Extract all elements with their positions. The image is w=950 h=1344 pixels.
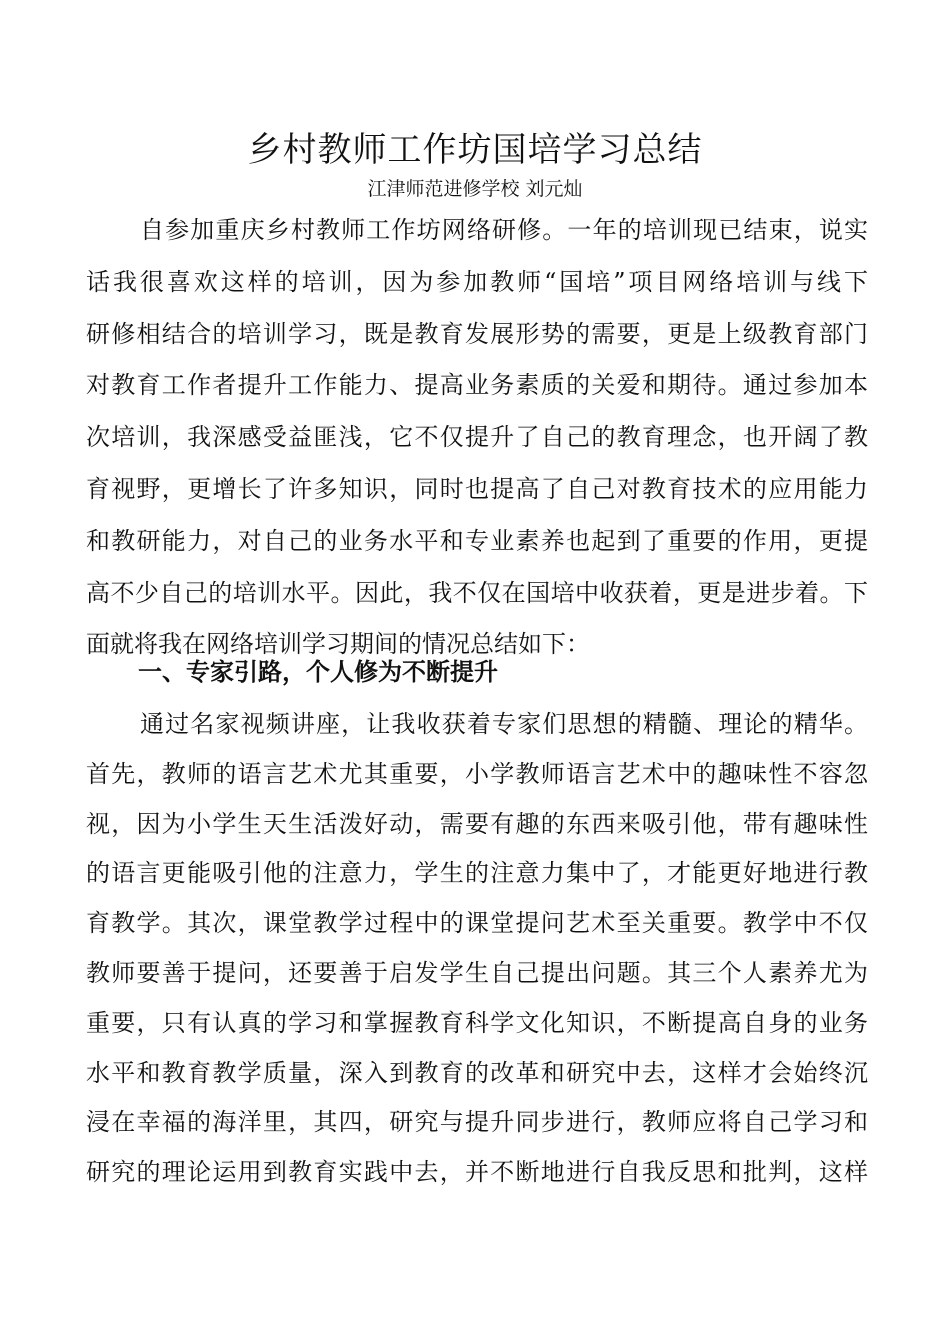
paragraph-line: 对教育工作者提升工作能力、提高业务素质的关爱和期待。通过参加本 xyxy=(86,371,868,400)
paragraph-line: 高不少自己的培训水平。因此，我不仅在国培中收获着，更是进步着。下 xyxy=(86,578,868,607)
paragraph-line: 话我很喜欢这样的培训，因为参加教师“国培”项目网络培训与线下 xyxy=(86,267,868,296)
section-paragraph xyxy=(86,700,868,1198)
paragraph-line: 次培训，我深感受益匪浅，它不仅提升了自己的教育理念，也开阔了教 xyxy=(86,423,868,452)
section-heading: 一、专家引路，个人修为不断提升 xyxy=(138,658,498,686)
paragraph-line: 面就将我在网络培训学习期间的情况总结如下： xyxy=(86,630,590,659)
paragraph-line: 重要，只有认真的学习和掌握教育科学文化知识，不断提高自身的业务 xyxy=(86,1008,868,1037)
paragraph-line: 教师要善于提问，还要善于启发学生自己提出问题。其三个人素养尤为 xyxy=(86,958,868,987)
paragraph-line: 自参加重庆乡村教师工作坊网络研修。一年的培训现已结束，说实 xyxy=(140,216,868,244)
paragraph-line: 首先，教师的语言艺术尤其重要，小学教师语言艺术中的趣味性不容忽 xyxy=(86,759,868,788)
paragraph-line: 研修相结合的培训学习，既是教育发展形势的需要，更是上级教育部门 xyxy=(86,319,868,348)
paragraph-line: 和教研能力，对自己的业务水平和专业素养也起到了重要的作用，更提 xyxy=(86,526,868,555)
author-line: 江津师范进修学校 刘元灿 xyxy=(367,178,583,200)
paragraph-line: 研究的理论运用到教育实践中去，并不断地进行自我反思和批判，这样 xyxy=(86,1158,868,1187)
paragraph-line: 视，因为小学生天生活泼好动，需要有趣的东西来吸引他，带有趣味性 xyxy=(86,809,868,838)
paragraph-line: 水平和教育教学质量，深入到教育的改革和研究中去，这样才会始终沉 xyxy=(86,1058,868,1087)
intro-paragraph xyxy=(86,205,868,671)
paragraph-line: 通过名家视频讲座，让我收获着专家们思想的精髓、理论的精华。 xyxy=(140,710,868,738)
paragraph-line: 育教学。其次，课堂教学过程中的课堂提问艺术至关重要。教学中不仅 xyxy=(86,909,868,938)
paragraph-line: 浸在幸福的海洋里，其四，研究与提升同步进行，教师应将自己学习和 xyxy=(86,1108,868,1137)
paragraph-line: 的语言更能吸引他的注意力，学生的注意力集中了，才能更好地进行教 xyxy=(86,859,868,888)
paragraph-line: 育视野，更增长了许多知识，同时也提高了自己对教育技术的应用能力 xyxy=(86,474,868,503)
document-title: 乡村教师工作坊国培学习总结 xyxy=(247,130,703,170)
